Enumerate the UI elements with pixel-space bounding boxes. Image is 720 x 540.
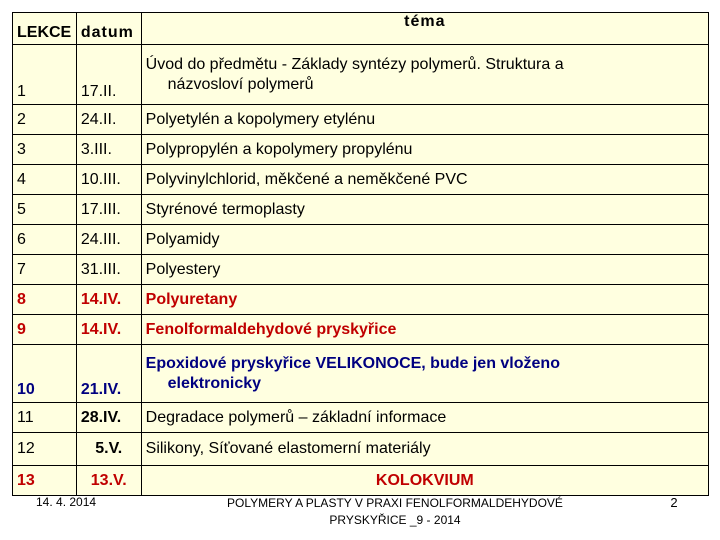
table-row xyxy=(13,433,709,466)
page-number: 2 xyxy=(670,495,678,510)
lesson-date: 24.II. xyxy=(76,105,141,135)
header-lekce: LEKCE xyxy=(13,13,77,45)
lesson-date: 3.III. xyxy=(76,135,141,165)
table-row xyxy=(13,195,709,225)
lesson-date: 17.II. xyxy=(76,45,141,105)
lesson-number: 6 xyxy=(13,225,77,255)
lesson-number: 9 xyxy=(13,315,77,345)
footer-date: 14. 4. 2014 xyxy=(36,495,97,509)
header-row xyxy=(13,13,709,45)
lesson-number: 11 xyxy=(13,403,77,433)
table-row xyxy=(13,345,709,403)
lesson-date: 13.V. xyxy=(76,466,141,496)
lesson-topic: Styrénové termoplasty xyxy=(141,195,708,225)
lesson-number: 10 xyxy=(13,345,77,403)
table-row xyxy=(13,135,709,165)
lesson-topic: Polyestery xyxy=(141,255,708,285)
lesson-number: 3 xyxy=(13,135,77,165)
lesson-date: 31.III. xyxy=(76,255,141,285)
lesson-number: 2 xyxy=(13,105,77,135)
lesson-topic-line2: elektronicky xyxy=(167,374,262,392)
footer-title xyxy=(180,495,610,529)
table-row xyxy=(13,165,709,195)
lesson-topic xyxy=(141,345,708,403)
lesson-date: 10.III. xyxy=(76,165,141,195)
footer-title-line2: PRYSKYŘICE _9 - 2014 xyxy=(329,513,461,527)
table-row xyxy=(13,403,709,433)
table-row xyxy=(13,45,709,105)
lesson-topic-line1: Epoxidové pryskyřice VELIKONOCE, bude jen vloženo xyxy=(145,354,560,372)
lesson-number: 1 xyxy=(13,45,77,105)
schedule-table xyxy=(12,12,709,496)
table-row xyxy=(13,315,709,345)
lesson-topic: Fenolformaldehydové pryskyřice xyxy=(141,315,708,345)
header-datum: datum xyxy=(76,13,141,45)
lesson-date: 24.III. xyxy=(76,225,141,255)
lesson-topic: Polyvinylchlorid, měkčené a neměkčené PVC xyxy=(141,165,708,195)
lesson-number: 4 xyxy=(13,165,77,195)
lesson-topic: Polypropylén a kopolymery propylénu xyxy=(141,135,708,165)
table-row xyxy=(13,466,709,496)
lesson-date: 5.V. xyxy=(76,433,141,466)
lesson-number: 5 xyxy=(13,195,77,225)
lesson-number: 12 xyxy=(13,433,77,466)
lesson-topic: Silikony, Síťované elastomerní materiály xyxy=(141,433,708,466)
table-row xyxy=(13,255,709,285)
lesson-topic: Degradace polymerů – základní informace xyxy=(141,403,708,433)
header-tema: téma xyxy=(141,13,708,45)
lesson-topic: Polyetylén a kopolymery etylénu xyxy=(141,105,708,135)
lesson-date: 14.IV. xyxy=(76,285,141,315)
lesson-number: 8 xyxy=(13,285,77,315)
table-row xyxy=(13,225,709,255)
lesson-number: 13 xyxy=(13,466,77,496)
lesson-date: 14.IV. xyxy=(76,315,141,345)
lesson-topic: Polyamidy xyxy=(141,225,708,255)
lesson-number: 7 xyxy=(13,255,77,285)
lesson-topic-line1: Úvod do předmětu - Základy syntézy polymerů. Struktura a xyxy=(145,55,564,73)
table-row xyxy=(13,285,709,315)
lesson-topic: KOLOKVIUM xyxy=(141,466,708,496)
lesson-topic xyxy=(141,45,708,105)
lesson-topic: Polyuretany xyxy=(141,285,708,315)
lesson-date: 28.IV. xyxy=(76,403,141,433)
lesson-date: 21.IV. xyxy=(76,345,141,403)
lesson-topic-line2: názvosloví polymerů xyxy=(167,75,314,93)
lesson-date: 17.III. xyxy=(76,195,141,225)
table-row xyxy=(13,105,709,135)
footer-title-line1: POLYMERY A PLASTY V PRAXI FENOLFORMALDEHYDOVÉ xyxy=(227,496,563,510)
